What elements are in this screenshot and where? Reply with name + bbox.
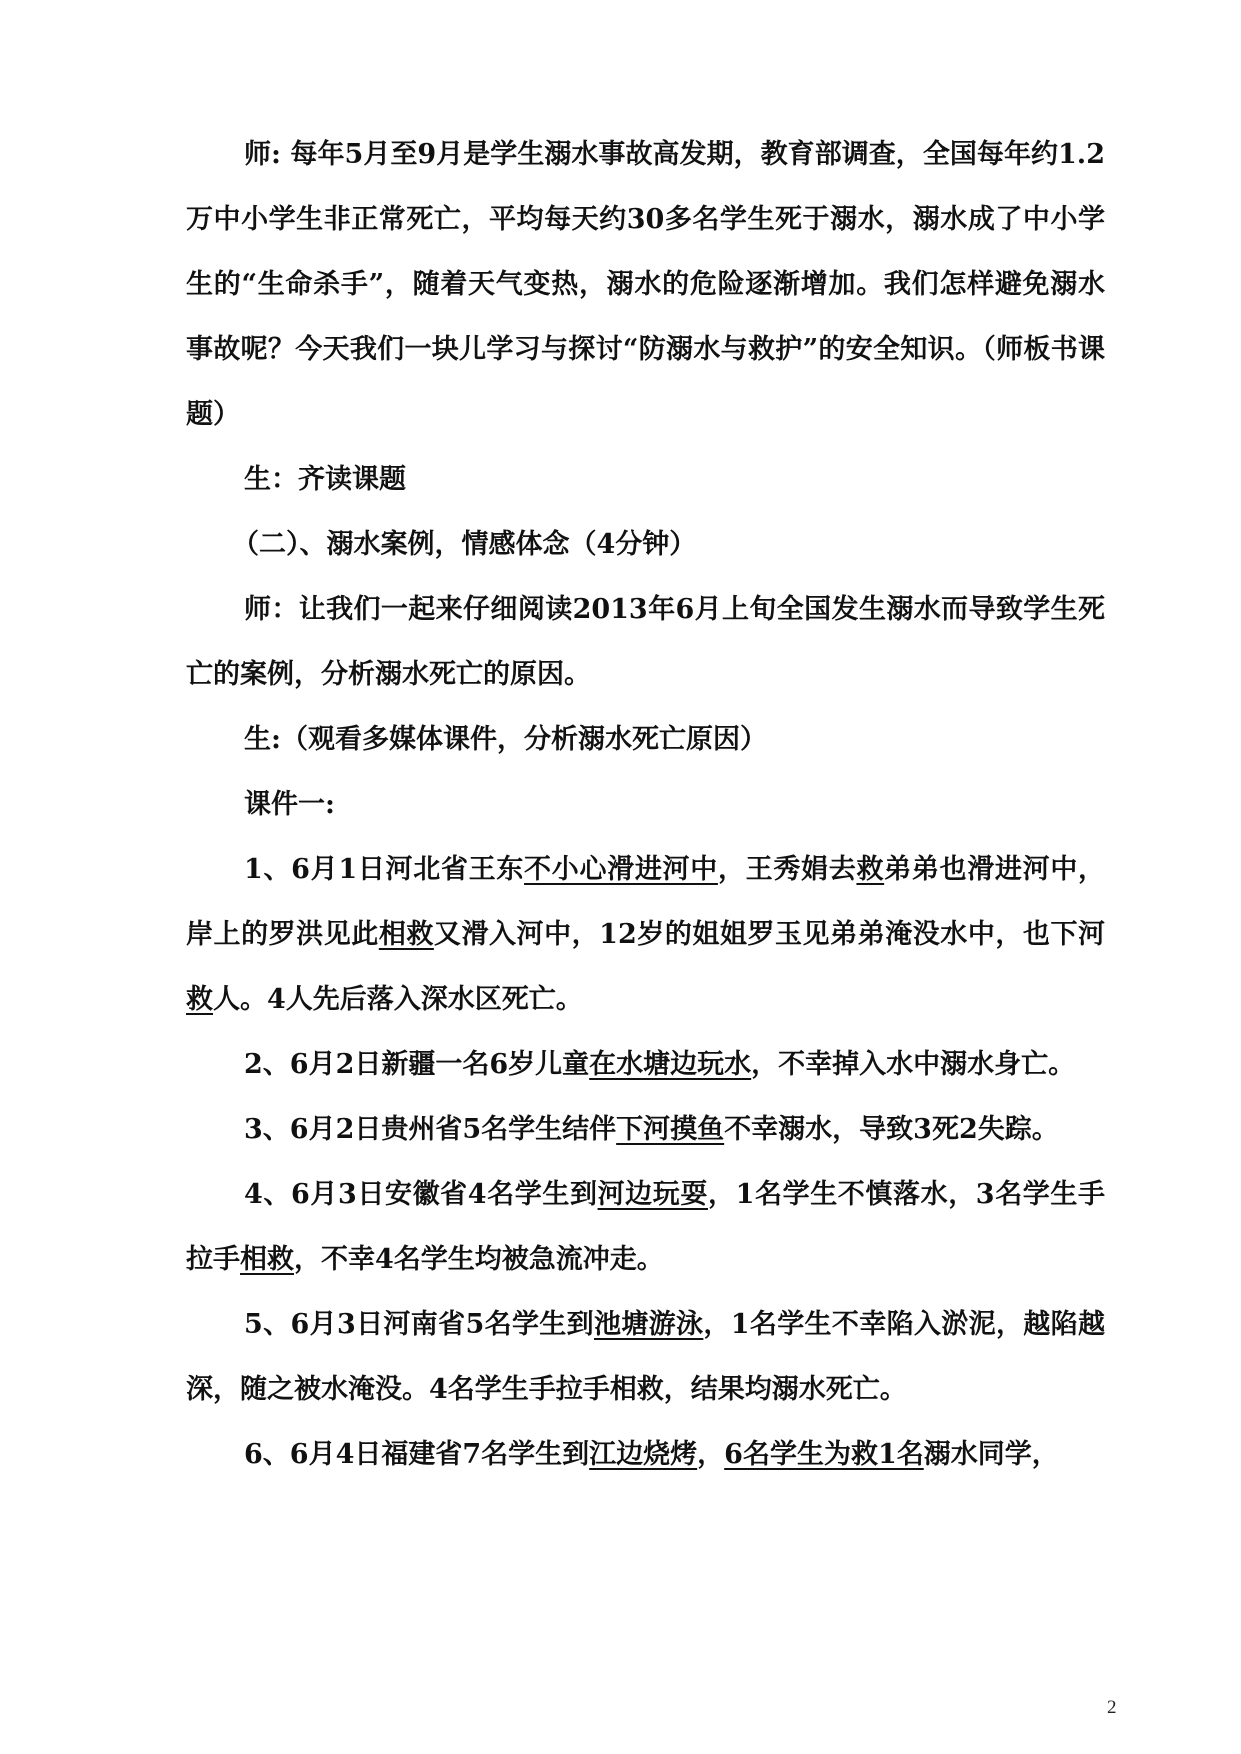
case-item: 1、6月1日河北省王东不小心滑进河中，王秀娟去救弟弟也滑进河中，岸上的罗洪见此相救又滑入河中，12岁的姐姐罗玉见弟弟淹没水中，也下河救人。4人先后落入深水区死亡。 xyxy=(186,854,1106,1015)
underlined-phrase: 江边烧烤 xyxy=(589,1439,698,1470)
student-reading-line: 生：齐读课题 xyxy=(244,464,406,495)
case-item: 5、6月3日河南省5名学生到池塘游泳，1名学生不幸陷入淤泥，越陷越深，随之被水淹没。4名学生手拉手相救，结果均溺水死亡。 xyxy=(186,1309,1105,1405)
section-heading: （二）、溺水案例，情感体念（4分钟） xyxy=(232,529,697,560)
student-activity-line: 生:（观看多媒体课件，分析溺水死亡原因） xyxy=(244,724,767,755)
teacher-intro-paragraph: 师: 每年5月至9月是学生溺水事故高发期，教育部调查，全国每年约1.2万中小学生非正常死亡，平均每天约30多名学生死于溺水，溺水成了中小学生的“生命杀手”，随着天气变热，溺水的危险逐渐增加。我们怎样避免溺水事故呢？今天我们一块儿学习与探讨“防溺水与救护”的安全知识。（师板书课题） xyxy=(186,139,1105,430)
case-item: 2、6月2日新疆一名6岁儿童在水塘边玩水，不幸掉入水中溺水身亡。 xyxy=(244,1049,1076,1080)
underlined-phrase: 池塘游泳 xyxy=(593,1309,704,1340)
page-number: 2 xyxy=(1107,1697,1117,1718)
case-item: 6、6月4日福建省7名学生到江边烧烤，6名学生为救1名溺水同学， xyxy=(244,1439,1059,1470)
case-item: 3、6月2日贵州省5名学生结伴下河摸鱼不幸溺水，导致3死2失踪。 xyxy=(244,1114,1059,1145)
underlined-phrase: 河边玩耍 xyxy=(597,1179,708,1210)
case-item: 4、6月3日安徽省4名学生到河边玩耍，1名学生不慎落水，3名学生手拉手相救，不幸4名学生均被急流冲走。 xyxy=(186,1179,1106,1275)
underlined-phrase: 下河摸鱼 xyxy=(616,1114,725,1145)
underlined-phrase: 不小心滑进河中 xyxy=(524,854,718,885)
underlined-phrase: 相救 xyxy=(378,919,434,950)
underlined-phrase: 相救 xyxy=(240,1244,294,1275)
teacher-case-paragraph: 师：让我们一起来仔细阅读2013年6月上旬全国发生溺水而导致学生死亡的案例，分析溺水死亡的原因。 xyxy=(186,594,1105,690)
underlined-phrase: 在水塘边玩水 xyxy=(589,1049,752,1080)
underlined-phrase: 救 xyxy=(856,854,885,885)
underlined-phrase: 救 xyxy=(186,984,213,1015)
underlined-phrase: 6名学生为救1名 xyxy=(724,1439,924,1470)
courseware-label: 课件一: xyxy=(244,789,335,820)
